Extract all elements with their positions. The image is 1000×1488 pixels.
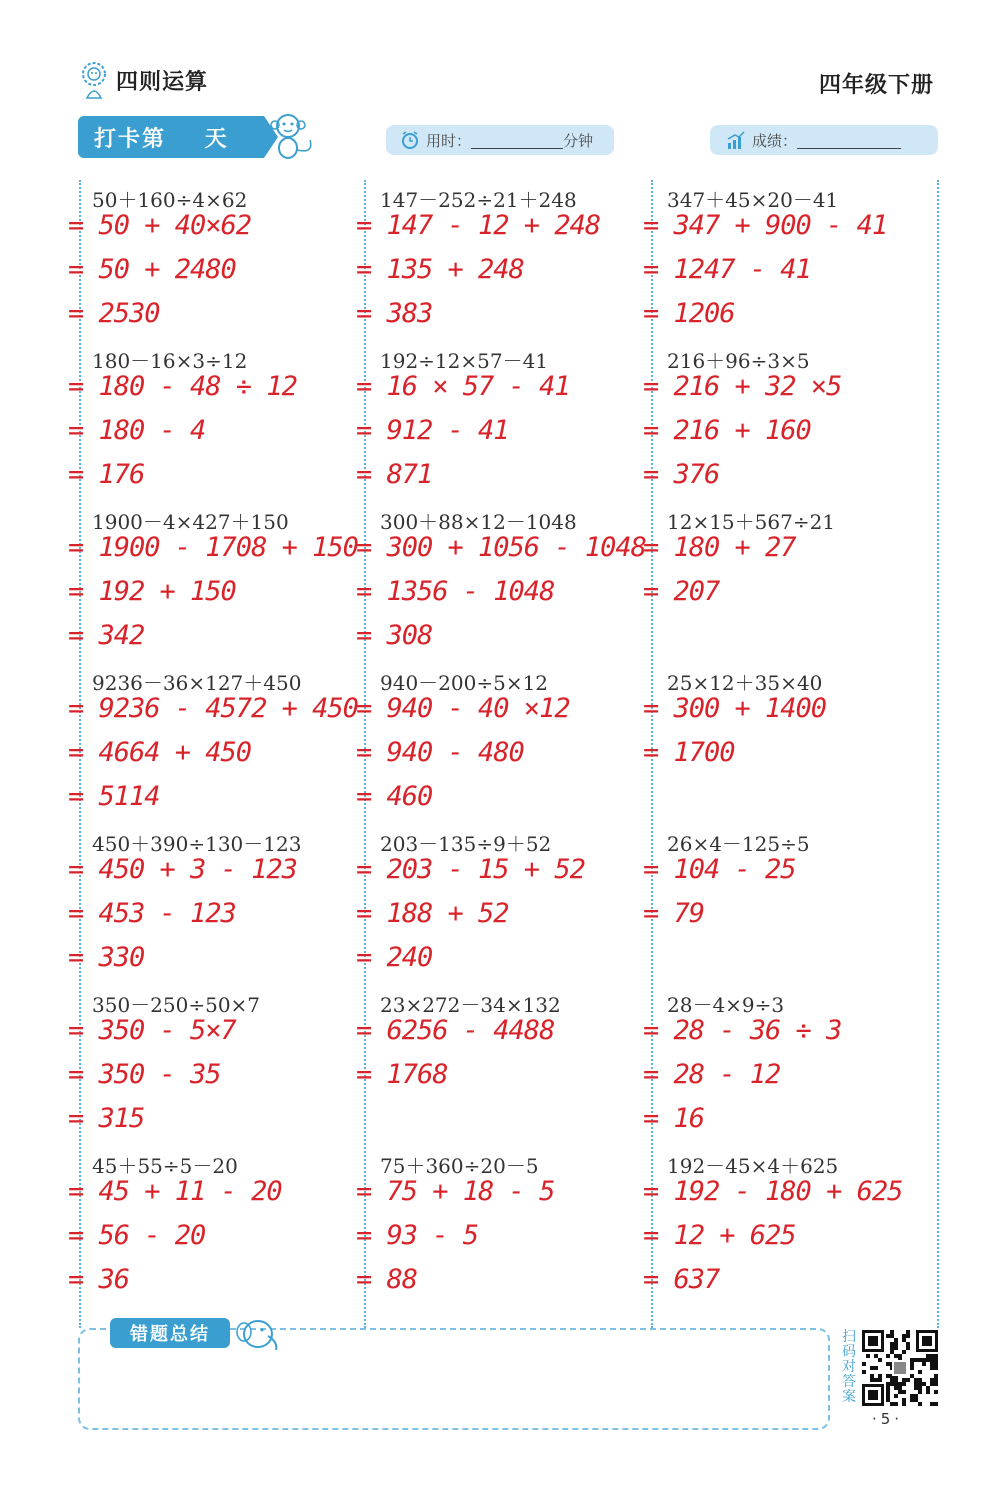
- growth-chart-icon: [726, 130, 746, 150]
- problem-expression: 300＋88×12－1048: [380, 510, 577, 534]
- problem-expression: 347＋45×20－41: [667, 188, 839, 212]
- monkey-mascot-icon: [262, 110, 320, 162]
- handwritten-step: = 330: [68, 942, 145, 973]
- grade-label: 四年级下册: [818, 73, 934, 98]
- problem-expression: 180－16×3÷12: [92, 349, 248, 373]
- handwritten-step: = 176: [68, 459, 145, 490]
- problem-item: [643, 828, 945, 989]
- problem-item: [356, 667, 658, 828]
- handwritten-step: = 216 + 160: [643, 415, 811, 446]
- problem-item: [643, 345, 945, 506]
- problem-expression: 192－45×4＋625: [667, 1154, 839, 1178]
- handwritten-step: = 1900 - 1708 + 150: [68, 532, 358, 563]
- lion-mascot-icon: [78, 60, 110, 100]
- score-field: [710, 125, 938, 155]
- handwritten-step: = 50 + 40×62: [68, 210, 252, 241]
- section-title: 四则运算: [116, 69, 209, 95]
- handwritten-step: = 180 - 48 ÷ 12: [68, 371, 297, 402]
- handwritten-step: = 9236 - 4572 + 450: [68, 693, 358, 724]
- handwritten-step: = 300 + 1400: [643, 693, 827, 724]
- problem-item: [643, 1150, 945, 1311]
- handwritten-step: = 2530: [68, 298, 160, 329]
- problem-expression: 28－4×9÷3: [667, 993, 785, 1017]
- problem-item: [643, 506, 945, 667]
- problem-expression: 203－135÷9＋52: [380, 832, 552, 856]
- handwritten-step: = 315: [68, 1103, 145, 1134]
- handwritten-step: = 104 - 25: [643, 854, 796, 885]
- handwritten-step: = 207: [643, 576, 720, 607]
- handwritten-step: = 5114: [68, 781, 160, 812]
- handwritten-step: = 1700: [643, 737, 735, 768]
- handwritten-step: = 300 + 1056 - 1048: [356, 532, 646, 563]
- score-blank[interactable]: [797, 131, 901, 149]
- problem-item: [68, 184, 370, 345]
- header-left: [78, 58, 208, 102]
- qr-label: 扫码对答案: [842, 1329, 856, 1405]
- handwritten-step: = 75 + 18 - 5: [356, 1176, 555, 1207]
- handwritten-step: = 350 - 5×7: [68, 1015, 236, 1046]
- qr-code-icon[interactable]: [862, 1330, 938, 1406]
- handwritten-step: = 940 - 480: [356, 737, 524, 768]
- problem-expression: 216＋96÷3×5: [667, 349, 810, 373]
- problem-item: [356, 184, 658, 345]
- problem-expression: 350－250÷50×7: [92, 993, 261, 1017]
- problem-item: [643, 184, 945, 345]
- handwritten-step: = 28 - 36 ÷ 3: [643, 1015, 842, 1046]
- problem-item: [643, 989, 945, 1150]
- problem-expression: 1900－4×427＋150: [92, 510, 289, 534]
- problem-expression: 75＋360÷20－5: [380, 1154, 539, 1178]
- time-field: [386, 125, 614, 155]
- handwritten-step: = 1356 - 1048: [356, 576, 555, 607]
- handwritten-step: = 4664 + 450: [68, 737, 252, 768]
- problem-expression: 23×272－34×132: [380, 993, 561, 1017]
- problem-item: [356, 989, 658, 1150]
- handwritten-step: = 180 + 27: [643, 532, 796, 563]
- problem-expression: 450＋390÷130－123: [92, 832, 302, 856]
- handwritten-step: = 383: [356, 298, 433, 329]
- handwritten-step: = 240: [356, 942, 433, 973]
- handwritten-step: = 453 - 123: [68, 898, 236, 929]
- time-unit: 分钟: [563, 131, 594, 150]
- problem-item: [68, 1150, 370, 1311]
- checkin-label: 打卡第 天: [94, 126, 229, 152]
- handwritten-step: = 56 - 20: [68, 1220, 206, 1251]
- handwritten-step: = 147 - 12 + 248: [356, 210, 601, 241]
- handwritten-step: = 376: [643, 459, 720, 490]
- handwritten-step: = 180 - 4: [68, 415, 206, 446]
- handwritten-step: = 940 - 40 ×12: [356, 693, 570, 724]
- handwritten-step: = 1768: [356, 1059, 448, 1090]
- handwritten-step: = 912 - 41: [356, 415, 509, 446]
- problem-expression: 147－252÷21＋248: [380, 188, 577, 212]
- handwritten-step: = 188 + 52: [356, 898, 509, 929]
- problem-item: [356, 506, 658, 667]
- problem-expression: 45＋55÷5－20: [92, 1154, 238, 1178]
- problem-item: [68, 989, 370, 1150]
- problem-item: [68, 667, 370, 828]
- handwritten-step: = 342: [68, 620, 145, 651]
- problem-expression: 9236－36×127＋450: [92, 671, 302, 695]
- problem-item: [356, 1150, 658, 1311]
- problem-item: [356, 828, 658, 989]
- page-number: ·5·: [872, 1410, 904, 1428]
- problem-expression: 26×4－125÷5: [667, 832, 810, 856]
- handwritten-step: = 192 + 150: [68, 576, 236, 607]
- problem-item: [643, 667, 945, 828]
- handwritten-step: = 871: [356, 459, 433, 490]
- time-blank[interactable]: [471, 131, 563, 149]
- handwritten-step: = 79: [643, 898, 705, 929]
- handwritten-step: = 350 - 35: [68, 1059, 221, 1090]
- handwritten-step: = 16: [643, 1103, 705, 1134]
- handwritten-step: = 36: [68, 1264, 130, 1295]
- handwritten-step: = 203 - 15 + 52: [356, 854, 585, 885]
- alarm-clock-icon: [400, 130, 420, 150]
- handwritten-step: = 16 × 57 - 41: [356, 371, 570, 402]
- problem-item: [68, 345, 370, 506]
- problem-expression: 940－200÷5×12: [380, 671, 549, 695]
- handwritten-step: = 216 + 32 ×5: [643, 371, 842, 402]
- handwritten-step: = 1247 - 41: [643, 254, 811, 285]
- handwritten-step: = 12 + 625: [643, 1220, 796, 1251]
- problem-expression: 12×15＋567÷21: [667, 510, 836, 534]
- handwritten-step: = 135 + 248: [356, 254, 524, 285]
- handwritten-step: = 1206: [643, 298, 735, 329]
- handwritten-step: = 6256 - 4488: [356, 1015, 555, 1046]
- handwritten-step: = 93 - 5: [356, 1220, 479, 1251]
- checkin-banner: [78, 116, 264, 158]
- handwritten-step: = 45 + 11 - 20: [68, 1176, 282, 1207]
- problem-expression: 192÷12×57－41: [380, 349, 549, 373]
- handwritten-step: = 88: [356, 1264, 418, 1295]
- error-summary-label: 错题总结: [110, 1318, 230, 1348]
- problem-item: [356, 345, 658, 506]
- handwritten-step: = 50 + 2480: [68, 254, 236, 285]
- handwritten-step: = 347 + 900 - 41: [643, 210, 888, 241]
- problem-expression: 25×12＋35×40: [667, 671, 823, 695]
- handwritten-step: = 308: [356, 620, 433, 651]
- handwritten-step: = 637: [643, 1264, 720, 1295]
- handwritten-step: = 450 + 3 - 123: [68, 854, 297, 885]
- handwritten-step: = 192 - 180 + 625: [643, 1176, 903, 1207]
- time-label: 用时：: [426, 131, 472, 150]
- score-label: 成绩：: [752, 131, 798, 150]
- handwritten-step: = 460: [356, 781, 433, 812]
- handwritten-step: = 28 - 12: [643, 1059, 781, 1090]
- elephant-mascot-icon: [232, 1312, 284, 1352]
- problem-expression: 50＋160÷4×62: [92, 188, 248, 212]
- problem-item: [68, 506, 370, 667]
- problem-item: [68, 828, 370, 989]
